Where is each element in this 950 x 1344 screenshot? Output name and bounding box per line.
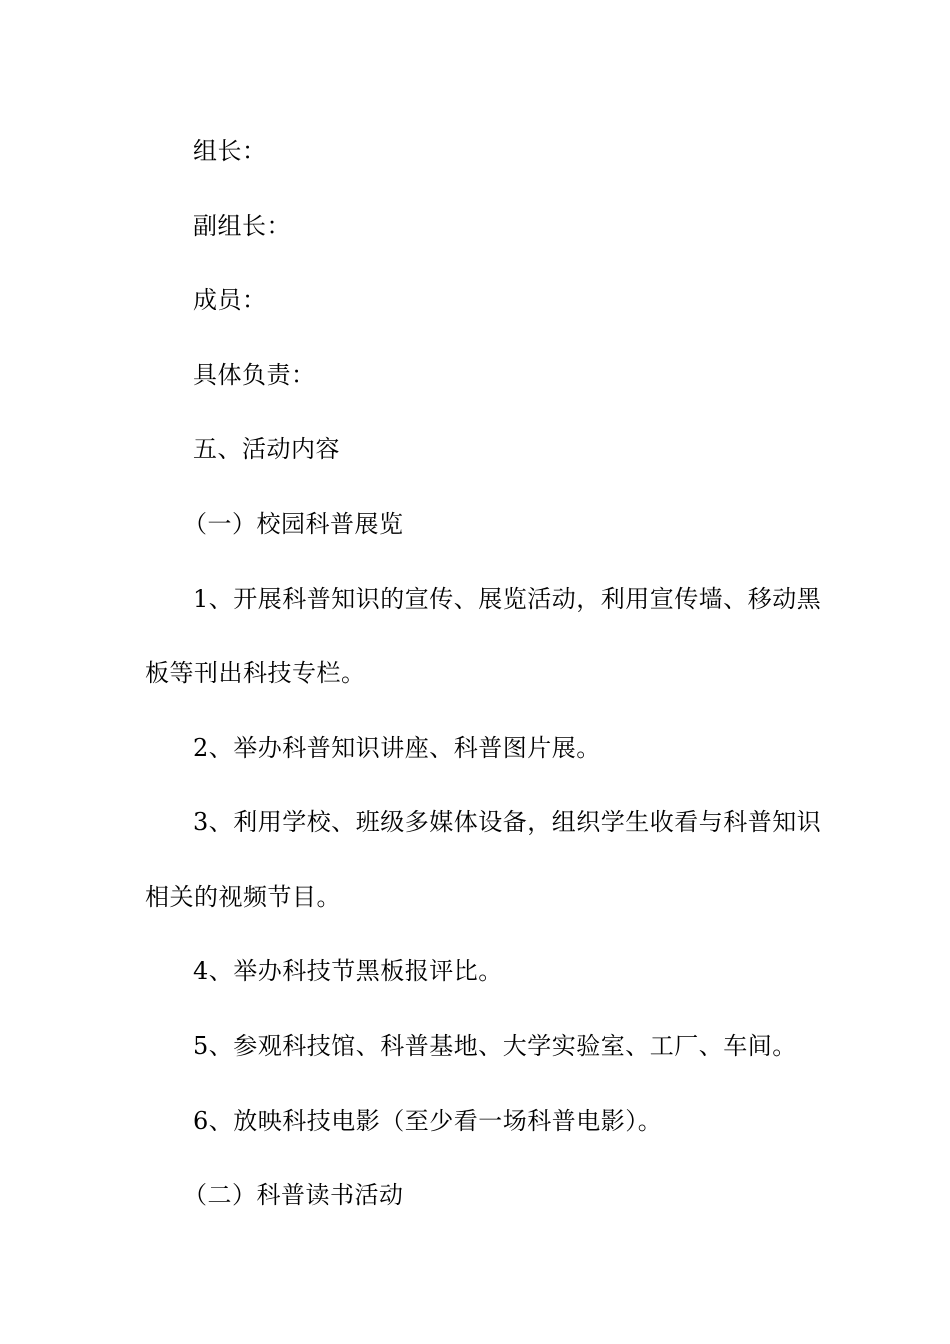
paragraph-item-1-line-2: 板等刊出科技专栏。: [145, 659, 366, 687]
paragraph-item-3-line-1: 3、利用学校、班级多媒体设备，组织学生收看与科普知识: [193, 808, 822, 836]
paragraph-item-1-line-1: 1、开展科普知识的宣传、展览活动，利用宣传墙、移动黑: [193, 585, 822, 613]
subsection-heading-exhibition: （一）校园科普展览: [183, 510, 404, 538]
responsible-label: 具体负责：: [193, 361, 316, 389]
paragraph-item-3-line-2: 相关的视频节目。: [145, 883, 341, 911]
deputy-leader-label: 副组长：: [193, 212, 291, 240]
leader-label: 组长：: [193, 137, 267, 165]
paragraph-item-4: 4、举办科技节黑板报评比。: [193, 957, 503, 985]
section-heading-activities: 五、活动内容: [193, 435, 340, 463]
subsection-heading-reading: （二）科普读书活动: [183, 1181, 404, 1209]
paragraph-item-2: 2、举办科普知识讲座、科普图片展。: [193, 734, 601, 762]
members-label: 成员：: [193, 286, 267, 314]
paragraph-item-5: 5、参观科技馆、科普基地、大学实验室、工厂、车间。: [193, 1032, 797, 1060]
paragraph-item-6: 6、放映科技电影（至少看一场科普电影）。: [193, 1107, 663, 1135]
